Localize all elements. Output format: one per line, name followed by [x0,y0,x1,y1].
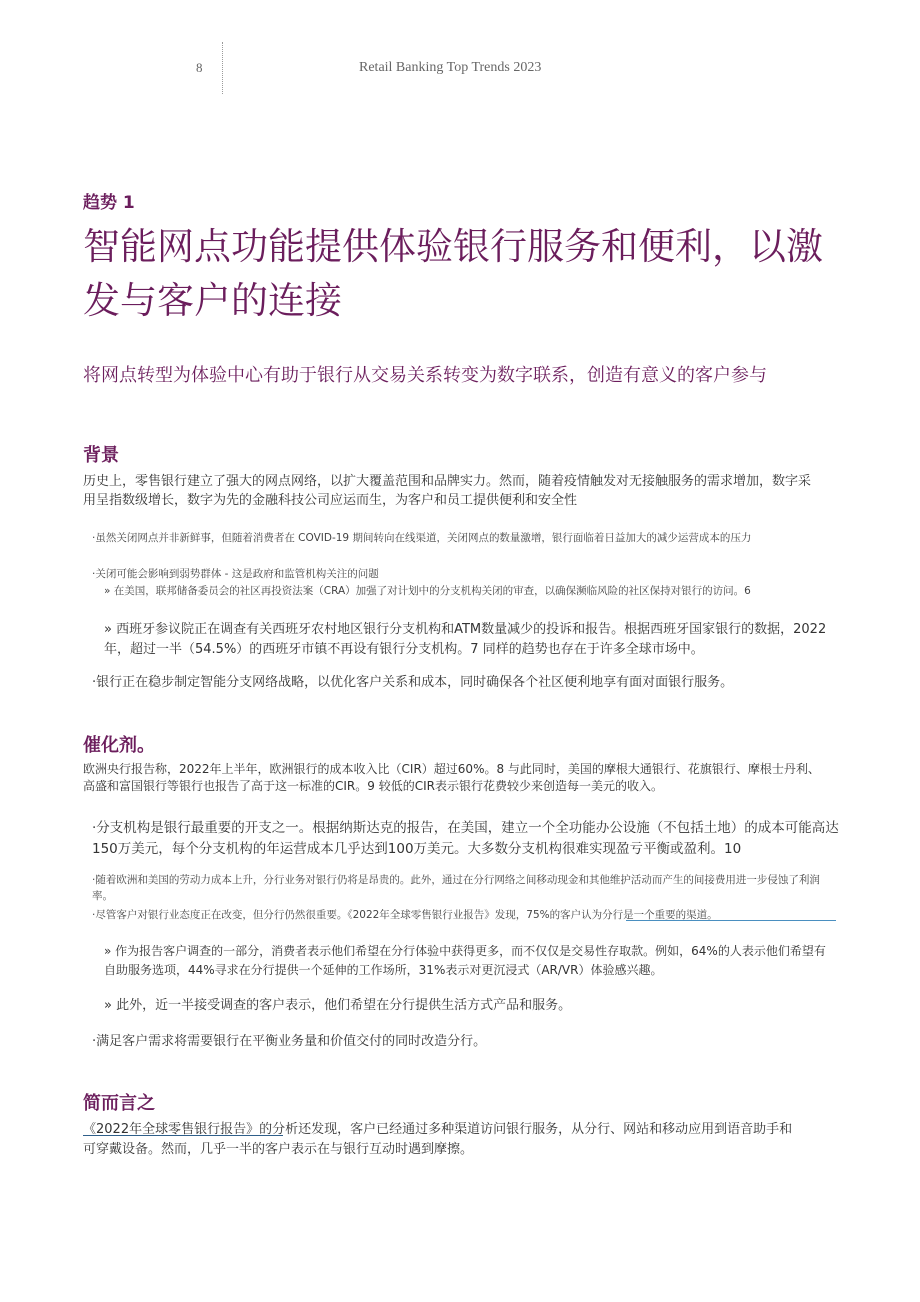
background-intro: 历史上，零售银行建立了强大的网点网络，以扩大覆盖范围和品牌实力。然而，随着疫情触发对无接触服务的需求增加，数字采用呈指数级增长，数字为先的金融科技公司应运而生，为客户和员工提供便利和安全性 [83,474,812,508]
catalyst-sub-bullet: » 作为报告客户调查的一部分，消费者表示他们希望在分行体验中获得更多，而不仅仅是交易性存取款。例如，64%的人表示他们希望有自助服务选项，44%寻求在分行提供一个延伸的工作场所，31%表示对更沉浸式（AR/VR）体验感兴趣。 [104,944,826,977]
catalyst-sub-bullet: » 此外，近一半接受调查的客户表示，他们希望在分行提供生活方式产品和服务。 [104,998,572,1013]
subtitle: 将网点转型为体验中心有助于银行从交易关系转变为数字联系，创造有意义的客户参与 [83,365,767,386]
summary-heading: 简而言之 [83,1093,155,1114]
page-title: 智能网点功能提供体验银行服务和便利，以激发与客户的连接 [83,225,823,322]
catalyst-bullet: ·分支机构是银行最重要的开支之一。根据纳斯达克的报告，在美国，建立一个全功能办公设施（不包括土地）的成本可能高达150万美元，每个分支机构的年运营成本几乎达到100万美元。大多数分支机构很难实现盈亏平衡或盈利。10 [92,820,839,857]
catalyst-bullet: ·满足客户需求将需要银行在平衡业务量和价值交付的同时改造分行。 [92,1034,487,1049]
background-sub-bullet: » 在美国，联邦储备委员会的社区再投资法案（CRA）加强了对计划中的分支机构关闭的审查，以确保濒临风险的社区保持对银行的访问。6 [104,585,751,597]
background-bullet: ·银行正在稳步制定智能分支网络战略，以优化客户关系和成本，同时确保各个社区便利地享有面对面银行服务。 [92,675,734,690]
catalyst-intro: 欧洲央行报告称，2022年上半年，欧洲银行的成本收入比（CIR）超过60%。8 与此同时，美国的摩根大通银行、花旗银行、摩根士丹利、高盛和富国银行等银行也报告了高于这一标准的CIR。9 较低的CIR表示银行花费较少来创造每一美元的收入。 [83,762,820,793]
trend-label: 趋势 1 [83,193,135,213]
report-title: Retail Banking Top Trends 2023 [359,60,542,75]
header-divider [222,42,223,94]
summary-text: 《2022年全球零售银行报告》的分析还发现，客户已经通过多种渠道访问银行服务，从分行、网站和移动应用到语音助手和可穿戴设备。然而，几乎一半的客户表示在与银行互动时遇到摩擦。 [83,1122,793,1157]
background-sub-bullet: » 西班牙参议院正在调查有关西班牙农村地区银行分支机构和ATM数量减少的投诉和报告。根据西班牙国家银行的数据，2022年，超过一半（54.5%）的西班牙市镇不再设有银行分支机构。7 同样的趋势也存在于许多全球市场中。 [104,622,827,657]
catalyst-heading: 催化剂。 [83,735,155,756]
link-underline [626,920,836,921]
page-number: 8 [196,60,203,75]
catalyst-bullet: ·随着欧洲和美国的劳动力成本上升，分行业务对银行仍将是昂贵的。此外，通过在分行网络之间移动现金和其他维护活动而产生的间接费用进一步侵蚀了利润率。 [92,874,820,902]
background-heading: 背景 [83,445,119,466]
report-link-underline[interactable] [83,1135,283,1136]
background-bullet: ·关闭可能会影响到弱势群体 - 这是政府和监管机构关注的问题 [92,568,379,580]
catalyst-bullet: ·尽管客户对银行业态度正在改变，但分行仍然很重要。《2022年全球零售银行业报告》发现，75%的客户认为分行是一个重要的渠道。 [92,909,718,921]
background-bullet: ·虽然关闭网点并非新鲜事，但随着消费者在 COVID-19 期间转向在线渠道，关闭网点的数量激增，银行面临着日益加大的减少运营成本的压力 [92,532,752,544]
